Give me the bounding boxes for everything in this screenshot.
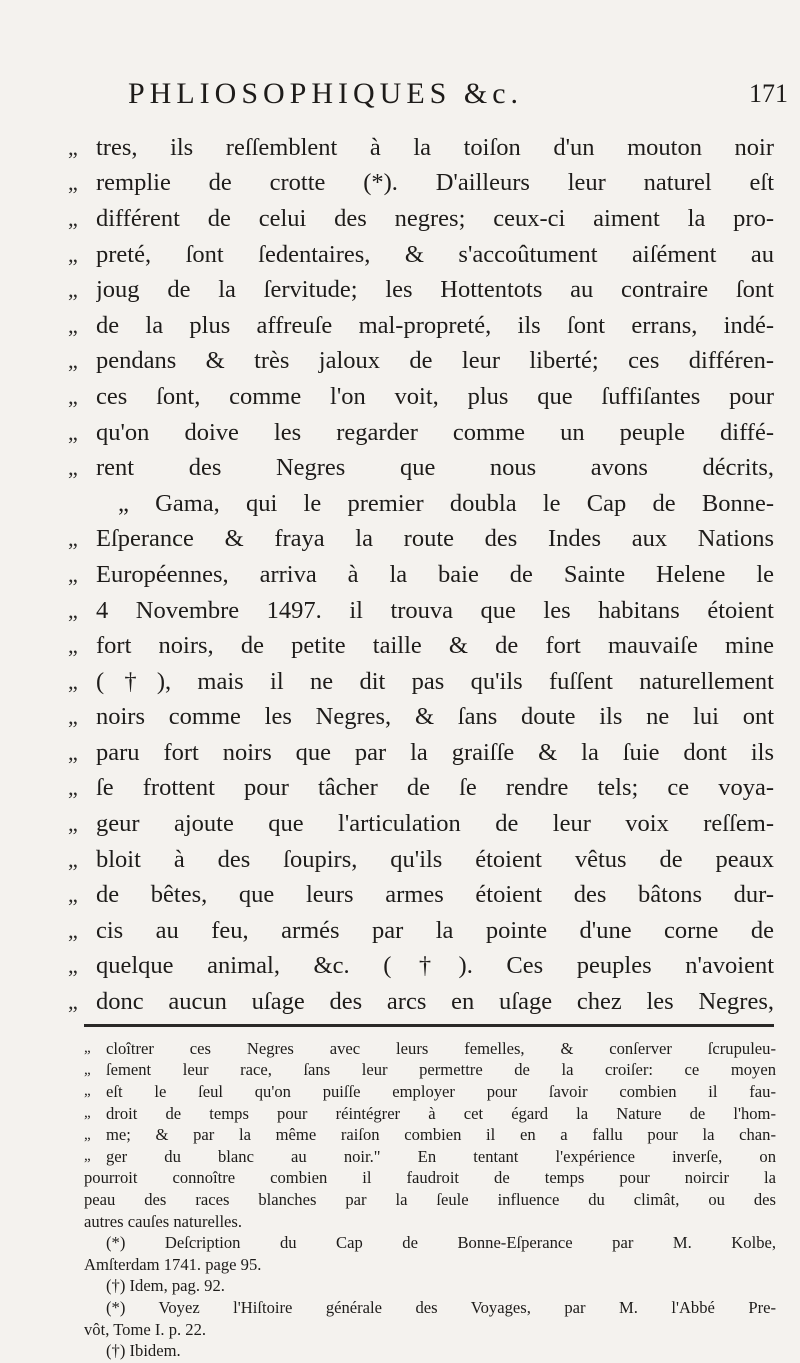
line-text: paru fort noirs que par la graiſſe & la ſuie dont ils xyxy=(96,738,774,766)
footnote-text: (*) Deſcription du Cap de Bonne-Eſperance par M. Kolbe, xyxy=(106,1233,776,1253)
line-text: Européennes, arriva à la baie de Sainte Helene le xyxy=(96,560,774,588)
page-header xyxy=(128,74,788,114)
text-line xyxy=(68,450,774,486)
quote-mark: „ xyxy=(68,597,78,623)
line-text: fort noirs, de petite taille & de fort mauvaiſe mine xyxy=(96,632,774,660)
footnote-text: (*) Voyez l'Hiſtoire générale des Voyages, par M. l'Abbé Pre- xyxy=(106,1297,776,1317)
quote-mark: „ xyxy=(68,383,78,409)
quote-mark: „ xyxy=(68,277,78,303)
quote-mark: „ xyxy=(68,668,78,694)
footnote-text: eſt le ſeul qu'on puiſſe employer pour ſavoir combien il fau- xyxy=(106,1081,776,1101)
text-line xyxy=(68,806,774,842)
quote-mark: „ xyxy=(68,455,78,481)
text-line xyxy=(68,166,774,202)
text-line xyxy=(68,130,774,166)
footnote-line xyxy=(84,1124,776,1146)
text-line xyxy=(68,842,774,878)
footnote-text: (†) Ibidem. xyxy=(106,1341,181,1361)
text-line xyxy=(68,700,774,736)
quote-mark: „ xyxy=(68,739,78,765)
quote-mark: „ xyxy=(84,1040,91,1057)
page-number: 171 xyxy=(749,79,788,108)
footnote-text: ſement leur race, ſans leur permettre de la croiſer: ce moyen xyxy=(106,1060,776,1080)
text-line xyxy=(68,628,774,664)
quote-mark: „ xyxy=(84,1083,91,1100)
quote-mark: „ xyxy=(68,633,78,659)
quote-mark: „ xyxy=(68,312,78,338)
line-text: de bêtes, que leurs armes étoient des bâtons dur- xyxy=(96,881,774,909)
quote-mark: „ xyxy=(68,348,78,374)
line-text: bloit à des ſoupirs, qu'ils étoient vêtus de peaux xyxy=(96,845,774,873)
text-line xyxy=(68,344,774,380)
text-line xyxy=(68,308,774,344)
main-text xyxy=(68,130,774,1020)
footnote-text: Amſterdam 1741. page 95. xyxy=(84,1254,262,1274)
footnote-text: (†) Idem, pag. 92. xyxy=(106,1276,225,1296)
text-line xyxy=(68,379,774,415)
quote-mark: „ xyxy=(68,526,78,552)
quote-mark: „ xyxy=(68,704,78,730)
line-text: ces ſont, comme l'on voit, plus que ſuffiſantes pour xyxy=(96,382,774,410)
quote-mark: „ xyxy=(68,775,78,801)
line-text: ſe frottent pour tâcher de ſe rendre tels; ce voya- xyxy=(96,774,774,802)
quote-mark: „ xyxy=(68,953,78,979)
text-line xyxy=(68,237,774,273)
text-line xyxy=(68,735,774,771)
footnote-text: droit de temps pour réintégrer à cet égard la Nature de l'hom- xyxy=(106,1103,776,1123)
footnote-text: autres cauſes naturelles. xyxy=(84,1211,243,1231)
footnotes xyxy=(84,1038,776,1362)
quote-mark: „ xyxy=(84,1148,91,1165)
quote-mark: „ xyxy=(68,811,78,837)
line-text: donc aucun uſage des arcs en uſage chez les Negres, xyxy=(96,988,774,1016)
line-text: remplie de crotte (*). D'ailleurs leur naturel eſt xyxy=(96,169,774,197)
footnote-line xyxy=(84,1211,776,1233)
footnote-line xyxy=(84,1168,776,1190)
footnote-rule xyxy=(84,1024,774,1027)
footnote-line xyxy=(84,1189,776,1211)
line-text: tres, ils reſſemblent à la toiſon d'un mouton noir xyxy=(96,133,774,161)
text-line xyxy=(68,877,774,913)
footnote-line xyxy=(84,1081,776,1103)
text-line xyxy=(68,593,774,629)
text-line xyxy=(68,201,774,237)
quote-mark: „ xyxy=(68,989,78,1015)
footnote-text: vôt, Tome I. p. 22. xyxy=(84,1319,207,1339)
footnote-line xyxy=(84,1038,776,1060)
quote-mark: „ xyxy=(68,134,78,160)
text-line xyxy=(68,415,774,451)
quote-mark: „ xyxy=(84,1105,91,1122)
line-text: rent des Negres que nous avons décrits, xyxy=(96,454,774,482)
line-text: cis au feu, armés par la pointe d'une corne de xyxy=(96,916,774,944)
footnote-line xyxy=(84,1276,776,1298)
text-line xyxy=(68,771,774,807)
text-line xyxy=(68,522,774,558)
footnote-line xyxy=(84,1103,776,1125)
quote-mark: „ xyxy=(68,882,78,908)
text-line xyxy=(68,664,774,700)
quote-mark: „ xyxy=(84,1061,91,1078)
line-text: geur ajoute que l'articulation de leur voix reſſem- xyxy=(96,810,774,838)
text-line xyxy=(68,949,774,985)
footnote-line xyxy=(84,1297,776,1319)
line-text: de la plus affreuſe mal-propreté, ils ſont errans, indé- xyxy=(96,311,774,339)
line-text: différent de celui des negres; ceux-ci aiment la pro- xyxy=(96,204,774,232)
footnote-line xyxy=(84,1319,776,1341)
line-text: „ Gama, qui le premier doubla le Cap de Bonne- xyxy=(118,489,774,517)
line-text: Eſperance & fraya la route des Indes aux Nations xyxy=(96,525,774,553)
quote-mark: „ xyxy=(68,419,78,445)
footnote-line xyxy=(84,1254,776,1276)
line-text: qu'on doive les regarder comme un peuple diffé- xyxy=(96,418,774,446)
quote-mark: „ xyxy=(68,917,78,943)
line-text: (†), mais il ne dit pas qu'ils fuſſent naturellement xyxy=(96,667,774,695)
text-line xyxy=(68,272,774,308)
line-text: joug de la ſervitude; les Hottentots au contraire ſont xyxy=(96,276,774,304)
footnote-text: me; & par la même raiſon combien il en a fallu pour la chan- xyxy=(106,1125,776,1145)
text-line xyxy=(68,557,774,593)
footnote-text: ger du blanc au noir." En tentant l'expérience inverſe, on xyxy=(106,1146,776,1166)
footnote-line xyxy=(84,1340,776,1362)
footnote-text: pourroit connoître combien il faudroit de temps pour noircir la xyxy=(84,1168,776,1188)
text-line xyxy=(68,913,774,949)
quote-mark: „ xyxy=(68,170,78,196)
line-text: quelque animal, &c. (†). Ces peuples n'avoient xyxy=(96,952,774,980)
line-text: noirs comme les Negres, & ſans doute ils ne lui ont xyxy=(96,703,774,731)
running-head: PHLIOSOPHIQUES &c. xyxy=(128,77,524,110)
quote-mark: „ xyxy=(68,205,78,231)
quote-mark: „ xyxy=(68,241,78,267)
line-text: 4 Novembre 1497. il trouva que les habitans étoient xyxy=(96,596,774,624)
quote-mark: „ xyxy=(84,1126,91,1143)
text-line xyxy=(68,486,774,522)
line-text: pendans & très jaloux de leur liberté; ces différen- xyxy=(96,347,774,375)
quote-mark: „ xyxy=(68,846,78,872)
footnote-line xyxy=(84,1060,776,1082)
text-line xyxy=(68,984,774,1020)
footnote-line xyxy=(84,1146,776,1168)
line-text: preté, ſont ſedentaires, & s'accoûtument aiſément au xyxy=(96,240,774,268)
footnote-text: cloîtrer ces Negres avec leurs femelles, & conſerver ſcrupuleu- xyxy=(106,1038,776,1058)
quote-mark: „ xyxy=(68,561,78,587)
footnote-line xyxy=(84,1232,776,1254)
footnote-text: peau des races blanches par la ſeule influence du climât, ou des xyxy=(84,1189,776,1209)
